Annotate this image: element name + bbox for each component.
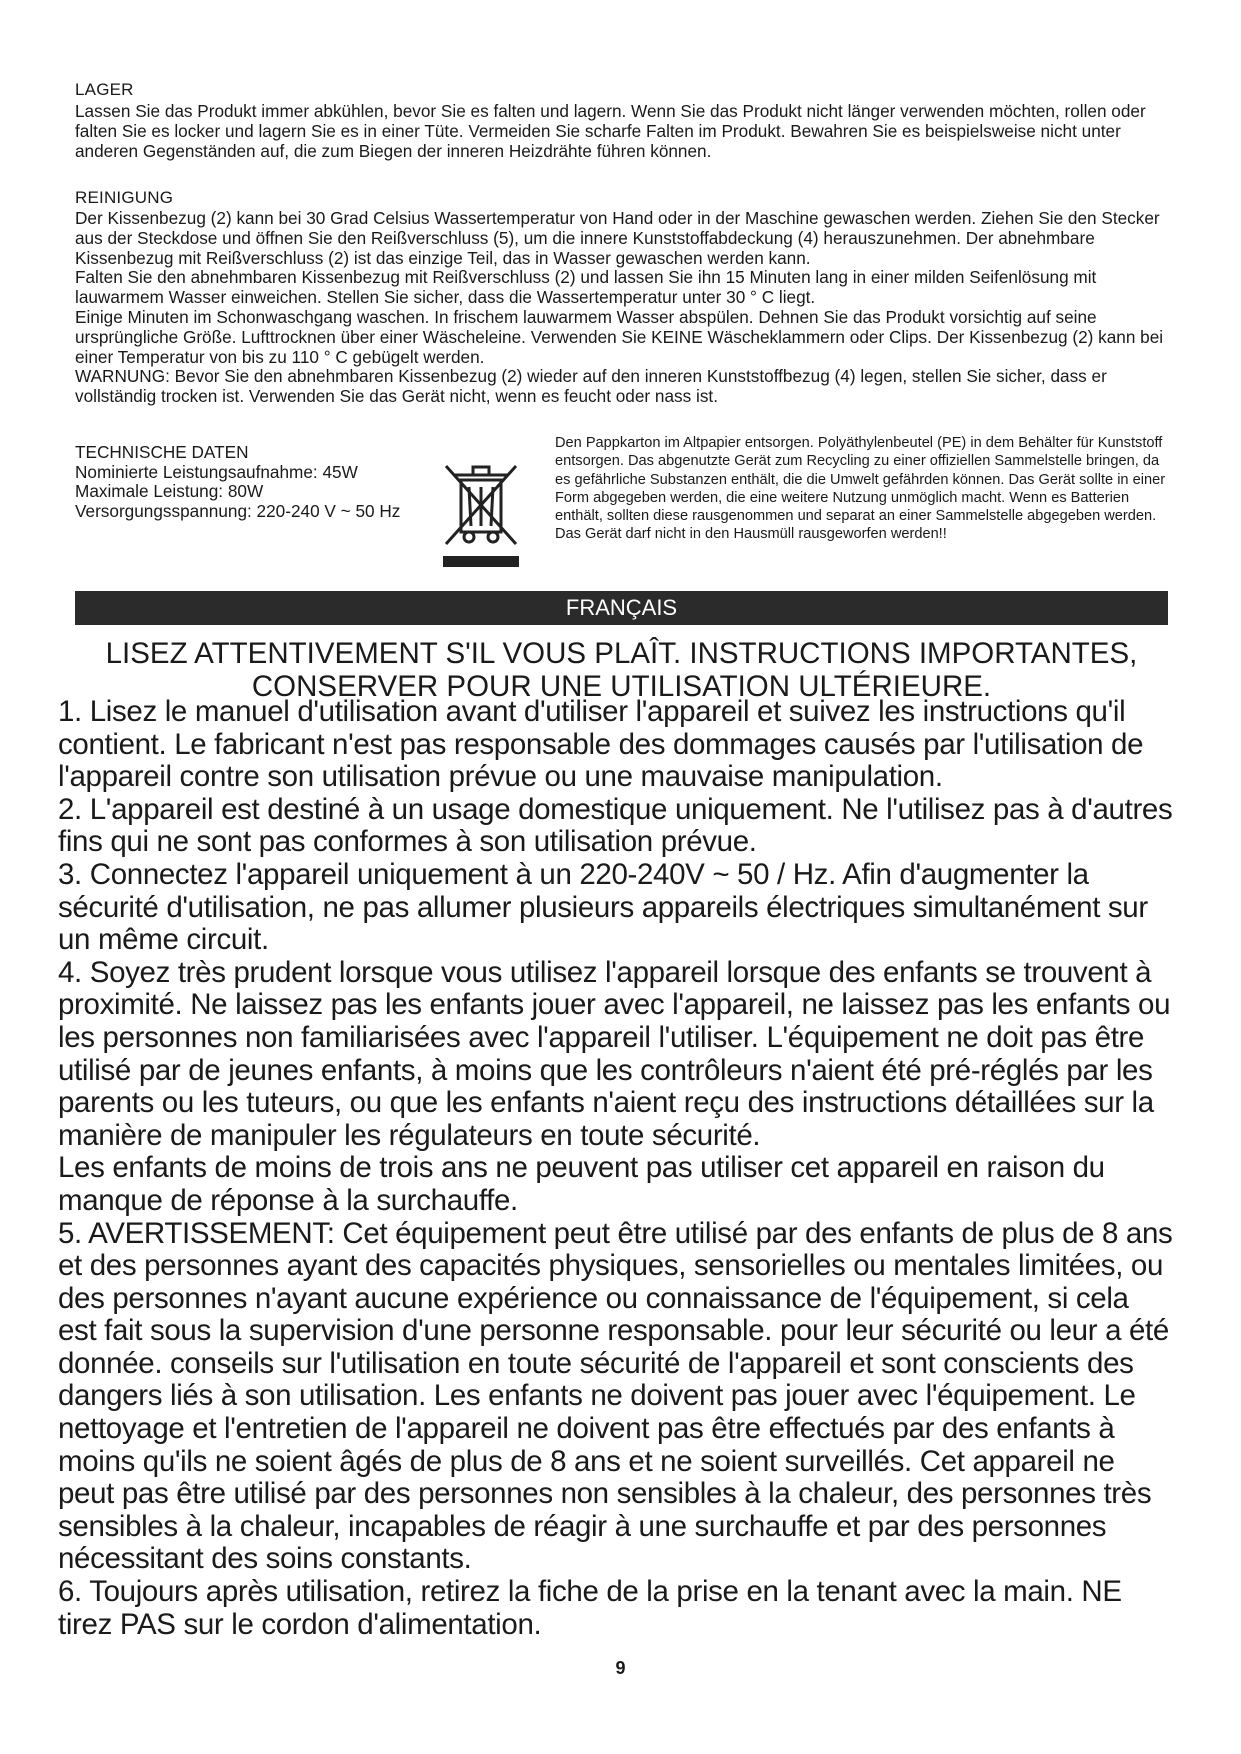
reinigung-warning: WARNUNG: Bevor Sie den abnehmbaren Kissenbezug (2) wieder auf den inneren Kunststoffbezug (4) legen, stellen Sie sicher, dass er vollständig trocken ist. Verwenden Sie das Gerät nicht, wenn es feucht oder nass ist.: [75, 366, 1107, 407]
instruction-item: 5. AVERTISSEMENT: Cet équipement peut être utilisé par des enfants de plus de 8 ans et des personnes ayant des capacités physiques, sensorielles ou mentales limitées, ou des personnes n'ayant aucune expérience ou connaissance de l'équipement, si cela est fait sous la supervision d'une personne responsable. pour leur sécurité ou leur a été donnée. conseils sur l'utilisation en toute sécurité de l'appareil et sont conscients des dangers liés à son utilisation. Les enfants ne doivent pas jouer avec l'équipement. Le nettoyage et l'entretien de l'appareil ne doivent pas être effectués par des enfants à moins qu'ils ne soient âgés de plus de 8 ans et ne soient surveillés. Cet appareil ne peut pas être utilisé par des personnes non sensibles à la chaleur, des personnes très sensibles à la chaleur, incapables de réagir à une surchauffe et par des personnes nécessitant des soins constants.: [58, 1216, 1173, 1576]
instruction-item: 1. Lisez le manuel d'utilisation avant d'utiliser l'appareil et suivez les instructions qu'il contient. Le fabricant n'est pas responsable des dommages causés par l'utilisation de l'appareil contre son utilisation prévue ou une mauvaise manipulation.: [58, 695, 1144, 794]
headline-line: CONSERVER POUR UNE UTILISATION ULTÉRIEURE.: [251, 670, 992, 703]
language-section-bar: FRANÇAIS: [75, 591, 1168, 625]
headline-line: LISEZ ATTENTIVEMENT S'IL VOUS PLAÎT. INSTRUCTIONS IMPORTANTES,: [105, 637, 1138, 670]
disposal-notice: Den Pappkarton im Altpapier entsorgen. Polyäthylenbeutel (PE) in dem Behälter für Kunststoff entsorgen. Das abgenutzte Gerät zum Recycling zu einer offiziellen Sammelstelle bringen, da es gefährliche Substanzen enthält, die die Umwelt gefährden können. Das Gerät sollte in einer Form abgegeben werden, die eine weitere Nutzung unmöglich macht. Wenn es Batterien enthält, sollten diese rausgenommen und separat an einer Sammelstelle abgegeben werden. Das Gerät darf nicht in den Hausmüll rausgeworfen werden!!: [555, 435, 1166, 543]
lager-text: [75, 102, 1175, 161]
reinigung-paragraph: Einige Minuten im Schonwaschgang waschen. In frischem lauwarmem Wasser abspülen. Dehnen Sie das Produkt vorsichtig auf seine ursprüngliche Größe. Lufttrocknen über einer Wäscheleine. Verwenden Sie KEINE Wäscheklammern oder Clips. Der Kissenbezug (2) kann bei einer Temperatur von bis zu 110 ° C gebügelt werden.: [75, 306, 1164, 367]
lager-paragraph: Lassen Sie das Produkt immer abkühlen, bevor Sie es falten und lagern. Wenn Sie das Produkt nicht länger verwenden möchten, rollen oder falten Sie es locker und lagern Sie es in einer Tüte. Vermeiden Sie scharfe Falten im Produkt. Bewahren Sie es beispielsweise nicht unter anderen Gegenständen auf, die zum Biegen der inneren Heizdrähte führen können.: [75, 101, 1146, 161]
instruction-item: Les enfants de moins de trois ans ne peuvent pas utiliser cet appareil en raison du manque de réponse à la surchauffe.: [58, 1151, 1105, 1217]
technical-data-heading: TECHNISCHE DATEN: [75, 442, 249, 462]
instruction-item: 3. Connectez l'appareil uniquement à un 220-240V ~ 50 / Hz. Afin d'augmenter la sécurité d'utilisation, ne pas allumer plusieurs appareils électriques simultanément sur un même circuit.: [58, 857, 1148, 957]
reinigung-heading: REINIGUNG: [75, 188, 174, 207]
page-number: 9: [615, 1658, 626, 1678]
instruction-item: 4. Soyez très prudent lorsque vous utilisez l'appareil lorsque des enfants se trouvent à proximité. Ne laissez pas les enfants jouer avec l'appareil, ne laissez pas les enfants ou les personnes non familiarisées avec l'appareil l'utiliser. L'équipement ne doit pas être utilisé par de jeunes enfants, à moins que les contrôleurs n'aient été pré-réglés par les parents ou les tuteurs, ou que les enfants n'aient reçu des instructions détaillées sur la manière de manipuler les régulateurs en toute sécurité.: [58, 955, 1171, 1152]
important-instructions-headline: [75, 637, 1168, 703]
instruction-item: 2. L'appareil est destiné à un usage domestique uniquement. Ne l'utilisez pas à d'autres fins qui ne sont pas conformes à son utilisation prévue.: [58, 792, 1173, 859]
reinigung-paragraph: Falten Sie den abnehmbaren Kissenbezug mit Reißverschluss (2) und lassen Sie ihn 15 Minuten lang in einer milden Seifenlösung mit lauwarmem Wasser einweichen. Stellen Sie sicher, dass die Wassertemperatur unter 30 ° C liegt.: [75, 267, 1097, 308]
safety-instructions-list: [58, 696, 1173, 1641]
weee-crossed-bin-icon: [440, 456, 522, 573]
reinigung-paragraph: Der Kissenbezug (2) kann bei 30 Grad Celsius Wassertemperatur von Hand oder in der Maschine gewaschen werden. Ziehen Sie den Stecker aus der Steckdose und öffnen Sie den Reißverschluss (5), um die innere Kunststoffabdeckung (4) herauszunehmen. Der abnehmbare Kissenbezug mit Reißverschluss (2) ist das einzige Teil, das in Wasser gewaschen werden kann.: [75, 208, 1160, 268]
instruction-item: 6. Toujours après utilisation, retirez la fiche de la prise en la tenant avec la main. NE tirez PAS sur le cordon d'alimentation.: [58, 1575, 1122, 1641]
lager-heading: LAGER: [75, 80, 134, 99]
reinigung-text: [75, 209, 1175, 407]
technical-data-line: Nominierte Leistungsaufnahme: 45W: [75, 461, 358, 482]
technical-data-line: Maximale Leistung: 80W: [75, 481, 264, 501]
technical-data: [75, 443, 435, 521]
technical-data-line: Versorgungsspannung: 220-240 V ~ 50 Hz: [75, 500, 401, 521]
